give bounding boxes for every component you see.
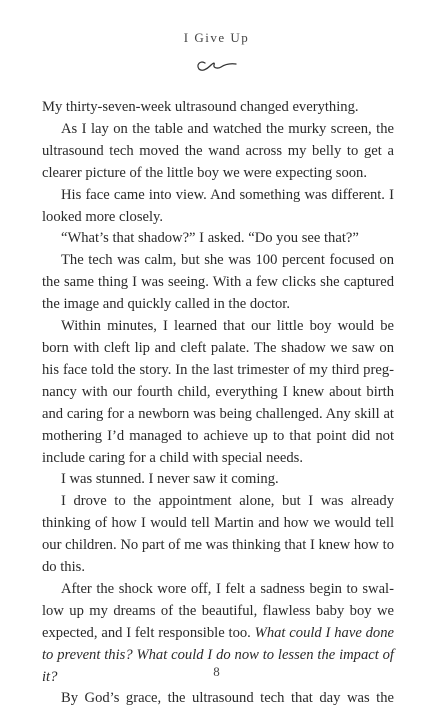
italic-text: What could I have done to prevent this? What could I do now to lessen the impact of it?: [42, 624, 394, 685]
paragraph: His face came into view. And something was different. I looked more closely.: [42, 186, 394, 225]
body-text: [42, 97, 394, 710]
paragraph: As I lay on the table and watched the murky screen, the ultrasound tech moved the wand across my belly to get a clearer picture of the little boy we were expecting soon.: [42, 120, 394, 181]
paragraph: By God’s grace, the ultrasound tech that day was the: [61, 690, 394, 707]
paragraph: I was stunned. I never saw it coming.: [61, 471, 279, 488]
paragraph: The tech was calm, but she was 100 percent focused on the same thing I was seeing. With a few clicks she captured the image and quickly called in the doctor.: [42, 252, 394, 313]
paragraph: My thirty-seven-week ultrasound changed everything.: [42, 99, 359, 115]
paragraph: I drove to the appointment alone, but I was already thinking of how I would tell Martin and how we would tell our children. No part of me was thinking that I knew how to do this.: [42, 493, 394, 576]
script-flourish-icon: [194, 56, 240, 76]
paragraph: Within minutes, I learned that our little boy would be born with cleft lip and cleft palate. The shadow we saw on his face told the story. In the last trimester of my third pregnancy with our fourth child, everything I knew about birth and caring for a newborn was being challenged. Any skill at mothering I’d managed to achieve up to that point did not include caring for a child with special needs.: [42, 318, 394, 466]
chapter-title: I Give Up: [183, 30, 250, 45]
paragraph: “What’s that shadow?” I asked. “Do you see that?”: [61, 230, 359, 247]
paragraph: After the shock wore off, I felt a sadness begin to swallow up my dreams of the beautiful, flawless baby boy we expected, and I felt responsible too. What could I have done to prevent this? What could I do now to lessen the impact of it?: [42, 580, 394, 685]
page-number: 8: [213, 664, 220, 679]
